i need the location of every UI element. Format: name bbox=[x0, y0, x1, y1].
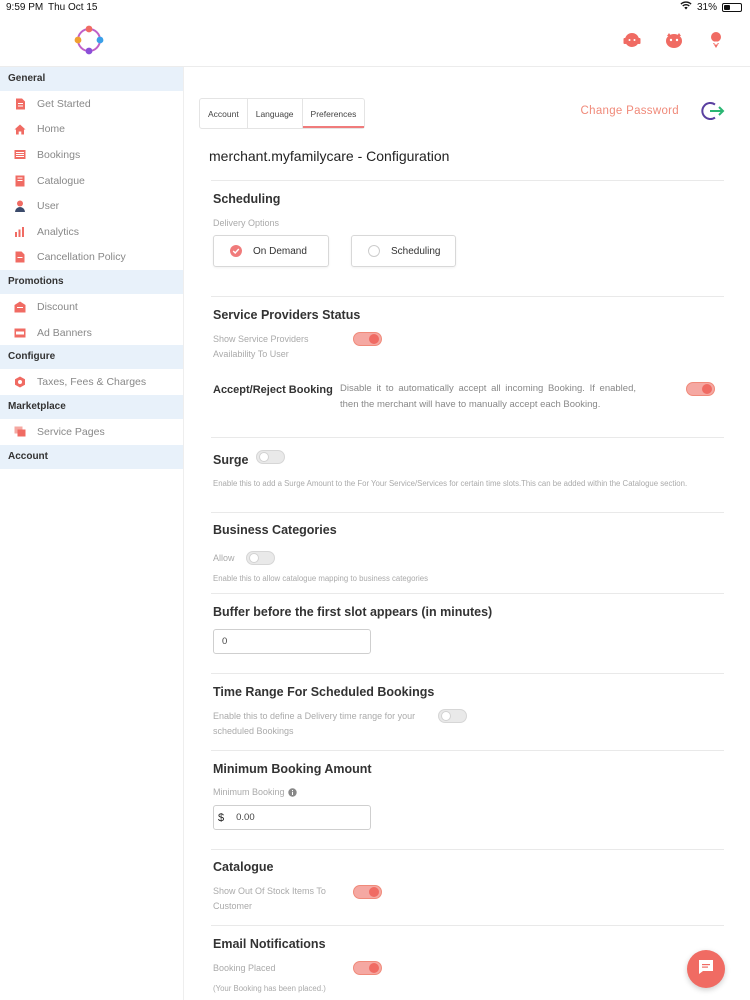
sidebar-item-label: Analytics bbox=[37, 225, 80, 238]
profile-icon[interactable] bbox=[706, 30, 726, 50]
sidebar bbox=[0, 67, 184, 1000]
email-notifications-title: Email Notifications bbox=[213, 937, 326, 951]
sidebar-item-label: User bbox=[37, 200, 60, 213]
time-range-desc: Enable this to define a Delivery time range for your scheduled Bookings bbox=[213, 711, 416, 736]
currency-symbol: $ bbox=[218, 811, 225, 824]
home-icon bbox=[14, 123, 26, 135]
catalogue-show-label: Show Out Of Stock Items To Customer bbox=[213, 886, 326, 911]
sidebar-item-analytics[interactable] bbox=[0, 219, 183, 245]
catalogue-icon bbox=[14, 175, 26, 187]
scheduling-title: Scheduling bbox=[213, 192, 281, 206]
scheduling-option[interactable] bbox=[351, 235, 456, 267]
on-demand-option[interactable] bbox=[213, 235, 329, 267]
pages-icon bbox=[14, 426, 26, 438]
sidebar-item-cancellation-policy[interactable] bbox=[0, 245, 183, 271]
surge-toggle[interactable] bbox=[256, 450, 285, 464]
divider bbox=[211, 180, 724, 181]
divider bbox=[211, 437, 724, 438]
sidebar-item-label: Cancellation Policy bbox=[37, 251, 126, 264]
minimum-booking-input[interactable] bbox=[213, 805, 371, 830]
time-range-toggle[interactable] bbox=[438, 709, 467, 723]
status-date: Thu Oct 15 bbox=[48, 2, 98, 13]
app-logo[interactable] bbox=[74, 25, 104, 55]
sidebar-item-discount[interactable] bbox=[0, 294, 183, 320]
battery-fill bbox=[724, 5, 730, 10]
divider bbox=[211, 593, 724, 594]
tab-language[interactable]: Language bbox=[248, 99, 303, 128]
surge-label: Surge bbox=[213, 453, 249, 467]
page-title: merchant.myfamilycare - Configuration bbox=[209, 148, 450, 164]
notifications-icon[interactable] bbox=[664, 30, 684, 50]
divider bbox=[211, 750, 724, 751]
divider bbox=[211, 925, 724, 926]
accept-reject-desc: Disable it to automatically accept all incoming Booking. If enabled, then the merchant will have to manually accept each Booking. bbox=[340, 383, 636, 410]
settings-tabs bbox=[199, 98, 365, 129]
divider bbox=[211, 512, 724, 513]
toggle-knob bbox=[369, 334, 379, 344]
minimum-booking-label-row bbox=[213, 785, 297, 800]
sidebar-item-ad-banners[interactable] bbox=[0, 320, 183, 346]
surge-desc: Enable this to add a Surge Amount to the For Your Service/Services for certain time slots.This can be added within the Catalogue section. bbox=[213, 479, 688, 488]
sidebar-item-label: Bookings bbox=[37, 148, 81, 161]
booking-placed-toggle[interactable] bbox=[353, 961, 382, 975]
providers-toggle[interactable] bbox=[353, 332, 382, 346]
battery-percent: 31% bbox=[696, 1, 717, 13]
minimum-booking-title: Minimum Booking Amount bbox=[213, 762, 372, 776]
sidebar-section-account: Account bbox=[0, 445, 183, 469]
info-icon[interactable] bbox=[288, 788, 297, 797]
toggle-knob bbox=[369, 963, 379, 973]
user-icon bbox=[14, 200, 26, 212]
radio-checked-icon bbox=[230, 245, 242, 257]
accept-reject-toggle[interactable] bbox=[686, 382, 715, 396]
divider bbox=[211, 673, 724, 674]
business-categories-toggle[interactable] bbox=[246, 551, 275, 565]
sidebar-item-get-started[interactable] bbox=[0, 91, 183, 117]
sidebar-item-label: Taxes, Fees & Charges bbox=[37, 376, 147, 389]
minimum-booking-label: Minimum Booking bbox=[213, 787, 285, 797]
sidebar-item-label: Catalogue bbox=[37, 174, 85, 187]
status-bar bbox=[0, 0, 750, 16]
scheduling-option-label: Scheduling bbox=[391, 245, 441, 257]
toggle-knob bbox=[702, 384, 712, 394]
status-right bbox=[680, 1, 742, 13]
banner-icon bbox=[14, 327, 26, 339]
booking-placed-label: Booking Placed bbox=[213, 963, 276, 973]
providers-show-label: Show Service Providers Availability To User bbox=[213, 334, 309, 359]
buffer-input[interactable]: 0 bbox=[213, 629, 371, 654]
sidebar-section-promotions: Promotions bbox=[0, 270, 183, 294]
sidebar-item-user[interactable] bbox=[0, 193, 183, 219]
support-icon[interactable] bbox=[622, 30, 642, 50]
change-password-link[interactable]: Change Password bbox=[580, 105, 679, 117]
sidebar-section-marketplace: Marketplace bbox=[0, 395, 183, 419]
chat-button[interactable] bbox=[687, 950, 725, 988]
sidebar-item-taxes[interactable] bbox=[0, 369, 183, 395]
booking-placed-desc: (Your Booking has been placed.) bbox=[213, 984, 326, 993]
sidebar-item-label: Get Started bbox=[37, 97, 91, 110]
document-icon bbox=[14, 98, 26, 110]
toggle-knob bbox=[259, 452, 269, 462]
radio-unchecked-icon bbox=[368, 245, 380, 257]
sidebar-item-label: Home bbox=[37, 123, 66, 136]
buffer-title: Buffer before the first slot appears (in minutes) bbox=[213, 605, 493, 619]
catalogue-toggle[interactable] bbox=[353, 885, 382, 899]
main-content bbox=[184, 67, 750, 1000]
tab-account[interactable]: Account bbox=[200, 99, 248, 128]
business-categories-desc: Enable this to allow catalogue mapping to business categories bbox=[213, 574, 428, 583]
chat-icon bbox=[697, 958, 715, 981]
status-time: 9:59 PM bbox=[6, 2, 44, 13]
toggle-knob bbox=[249, 553, 259, 563]
top-header bbox=[0, 16, 750, 67]
sidebar-item-label: Ad Banners bbox=[37, 326, 92, 339]
bookings-icon bbox=[14, 149, 26, 161]
header-icons bbox=[622, 30, 726, 50]
divider bbox=[211, 296, 724, 297]
toggle-knob bbox=[369, 887, 379, 897]
sidebar-section-general: General bbox=[0, 67, 183, 91]
wifi-icon bbox=[680, 1, 692, 13]
providers-title: Service Providers Status bbox=[213, 308, 361, 322]
sidebar-item-home[interactable] bbox=[0, 117, 183, 143]
allow-label: Allow bbox=[213, 553, 235, 563]
business-categories-title: Business Categories bbox=[213, 523, 337, 537]
accept-reject-label: Accept/Reject Booking bbox=[213, 384, 333, 396]
battery-icon bbox=[722, 3, 742, 12]
catalogue-title: Catalogue bbox=[213, 860, 274, 874]
sidebar-item-bookings[interactable] bbox=[0, 142, 183, 168]
sidebar-item-label: Discount bbox=[37, 300, 78, 313]
divider bbox=[211, 849, 724, 850]
sidebar-section-configure: Configure bbox=[0, 345, 183, 369]
policy-icon bbox=[14, 251, 26, 263]
tab-preferences[interactable]: Preferences bbox=[303, 99, 365, 128]
time-range-title: Time Range For Scheduled Bookings bbox=[213, 685, 435, 699]
minimum-booking-value: 0.00 bbox=[236, 812, 255, 823]
analytics-icon bbox=[14, 226, 26, 238]
toggle-knob bbox=[441, 711, 451, 721]
sidebar-item-service-pages[interactable] bbox=[0, 419, 183, 445]
sidebar-item-catalogue[interactable] bbox=[0, 168, 183, 194]
discount-icon bbox=[14, 301, 26, 313]
taxes-icon bbox=[14, 376, 26, 388]
logout-icon[interactable] bbox=[701, 101, 725, 121]
delivery-options-label: Delivery Options bbox=[213, 218, 280, 228]
sidebar-item-label: Service Pages bbox=[37, 425, 105, 438]
on-demand-label: On Demand bbox=[253, 245, 307, 257]
